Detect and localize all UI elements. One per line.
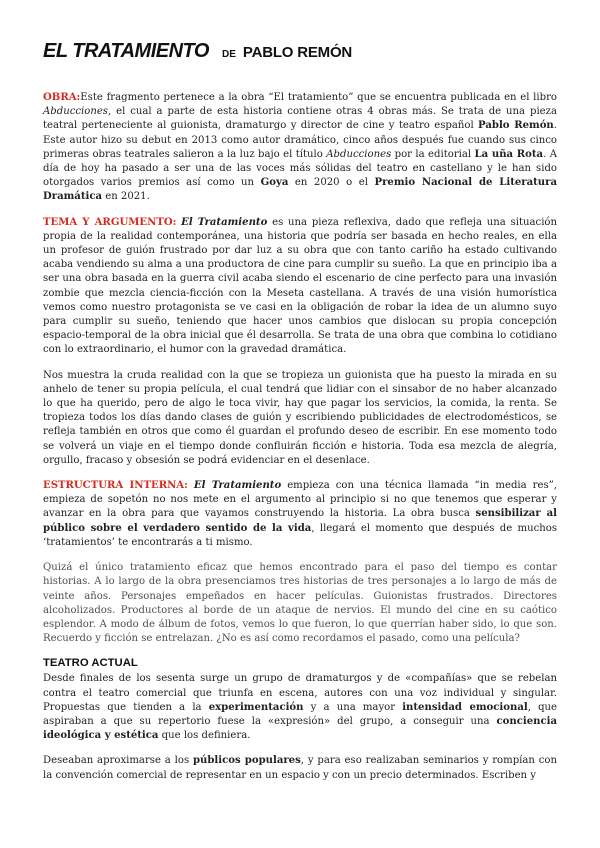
- teatro-paragraph: Desde finales de los sesenta surge un grupo de dramaturgos y de «compañías» que se rebelan contra el teatro comercial que triunfa en escena, autores con una voz individual y singular. Propuestas que tienden a la experimentación y a una mayor intensidad emocional, que aspiraban a que su repertorio fuese la «expresión» del grupo, a conseguir una conciencia ideológica y estética que los definiera.: [43, 673, 558, 742]
- document-header: [43, 40, 557, 63]
- estructura-work-title: El Tratamiento: [193, 480, 282, 492]
- tema-label: TEMA Y ARGUMENTO:: [43, 216, 177, 228]
- estructura-label: ESTRUCTURA INTERNA:: [43, 480, 188, 492]
- author-name: PABLO REMÓN: [242, 44, 353, 61]
- tema-paragraph: TEMA Y ARGUMENTO: El Tratamiento es una pieza reflexiva, dado que refleja una situación propia de la realidad contemporánea, una historia que podría ser basada en hecho reales, en ella un profesor de guión frustrado por dar luz a su obra que con tanto cariño ha estado cultivando acaba vendiendo su alma a una productora de cine para cumplir su sueño. La que en principio iba a ser una obra basada en la guerra civil acaba siendo el escenario de cine perfecto para una invasión zombie que mezcla ciencia-ficción con la Meseta castellana. A través de una visión humorística vemos como nuestro protagonista se ve casi en la obligación de robar la idea de un alumno suyo para cumplir su sueño, teniendo que hacer unos cambios que dislocan su propia concepción espacio-temporal de la obra inicial que él desarrolla. Se trata de una obra que combina lo cotidiano con lo extraordinario, el humor con la gravedad dramática.: [43, 216, 557, 356]
- obra-label: OBRA:: [43, 92, 81, 103]
- tema-work-title: El Tratamiento: [181, 216, 268, 228]
- publicos-paragraph: Deseaban aproximarse a los públicos populares, y para eso realizaban seminarios y rompían con la convención comercial de representar en un espacio y con un precio determinados. Escriben y: [43, 755, 557, 781]
- estructura-paragraph: ESTRUCTURA INTERNA: El Tratamiento empieza con una técnica llamada “in media res”, empieza de sopetón no nos mete en el argumento al principio si no que tenemos que esperar y avanzar en la obra para que vayamos construyendo la historia. La obra busca sensibilizar al público sobre el verdadero sentido de la vida, llegará el momento que después de muchos ‘tratamientos’ te encontrarás a ti mismo.: [43, 480, 557, 548]
- reflection-paragraph: Quizá el único tratamiento eficaz que hemos encontrado para el paso del tiempo es contar historias. A lo largo de la obra presenciamos tres historias de tres personajes a lo largo de más de veinte años. Personajes empeñados en hacer películas. Guionistas frustrados. Directores alcoholizados. Productores al borde de un ataque de nervios. El mundo del cine en su caótico esplendor. A modo de álbum de fotos, vemos lo que fueron, lo que querrían haber sido, lo que son. Recuerdo y ficción se entrelazan. ¿No es así como recordamos el pasado, como una película?: [43, 562, 557, 645]
- obra-paragraph: OBRA:Este fragmento pertenece a la obra “El tratamiento” que se encuentra publicada en el libro Abducciones, el cual a parte de esta historia contiene otras 4 obras más. Se trata de una pieza teatral perteneciente al guionista, dramaturgo y director de cine y teatro español Pablo Remón. Este autor hizo su debut en 2013 como autor dramático, cinco años después fue cuando sus cinco primeras obras teatrales salieron a la luz bajo el título Abducciones por la editorial La uña Rota. A día de hoy ha pasado a ser una de las voces más sólidas del teatro en castellano y le han sido otorgados varios premios así como un Goya en 2020 o el Premio Nacional de Literatura Dramática en 2021.: [43, 92, 558, 203]
- work-title: EL TRATAMIENTO: [43, 40, 209, 62]
- goya-highlight: Goya: [260, 177, 289, 189]
- premio-highlight: Premio Nacional de Literatura Dramática: [43, 177, 558, 203]
- section-heading-teatro-actual: TEATRO ACTUAL: [43, 657, 138, 670]
- publisher-highlight: La uña Rota: [474, 148, 544, 160]
- book-title: Abducciones: [43, 106, 108, 118]
- estructura-highlight: sensibilizar al público sobre el verdadero sentido de la vida: [43, 508, 557, 534]
- title-connector: DE: [221, 49, 236, 60]
- synopsis-paragraph: Nos muestra la cruda realidad con la que se tropieza un guionista que ha puesto la mirada en su anhelo de tener su propia película, el cual tendrá que lidiar con el sinsabor de no haber alcanzado lo que ha querido, pero de algo le toca vivir, hay que pagar los servicios, la comida, la renta. Se tropieza todos los días dando clases de guión y escribiendo publicidades de electrodomésticos, se refleja también en otros que como él guardan el profundo deseo de escribir. En ese momento todo se volverá un viaje en el tiempo donde confluirán ficción e historia. Toda esa mezcla de alegría, orgullo, fracaso y obsesión se podrá evidenciar en el desenlace.: [43, 369, 557, 466]
- author-highlight: Pablo Remón: [478, 120, 554, 132]
